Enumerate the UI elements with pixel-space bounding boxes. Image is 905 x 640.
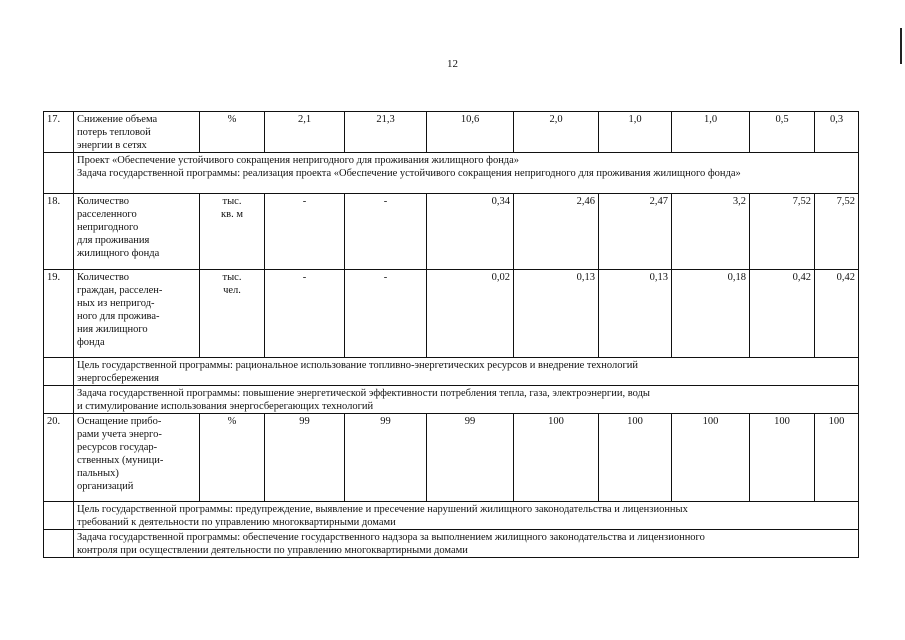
program-task: Задача государственной программы: повышение энергетической эффективности потребления тепла, газа, электроэнергии, воды и стимулирование использования энергосберегающих технологий	[74, 386, 859, 414]
table-row	[44, 270, 859, 358]
row-number	[44, 153, 74, 194]
row-number	[44, 502, 74, 530]
table-row	[44, 194, 859, 270]
value-cell: 7,52	[750, 194, 815, 270]
value-cell: 21,3	[345, 112, 427, 153]
value-cell: 1,0	[672, 112, 750, 153]
row-number: 20.	[44, 414, 74, 502]
value-cell: 100	[750, 414, 815, 502]
value-cell: 99	[265, 414, 345, 502]
value-cell: 10,6	[427, 112, 514, 153]
value-cell: -	[345, 194, 427, 270]
value-cell: 0,02	[427, 270, 514, 358]
page-number: 12	[447, 58, 458, 70]
value-cell: 3,2	[672, 194, 750, 270]
value-cell: 0,18	[672, 270, 750, 358]
value-cell: -	[265, 270, 345, 358]
table-row	[44, 112, 859, 153]
program-goal: Цель государственной программы: предупреждение, выявление и пресечение нарушений жилищного законодательства и лицензионных требований к деятельности по управлению многоквартирными домами	[74, 502, 859, 530]
program-task: Задача государственной программы: обеспечение государственного надзора за выполнением жилищного законодательства и лицензионного контроля при осуществлении деятельности по управлению многоквартирными домами	[74, 530, 859, 558]
unit-cell: тыс. кв. м	[200, 194, 265, 270]
unit-cell: тыс. чел.	[200, 270, 265, 358]
row-number	[44, 358, 74, 386]
value-cell: 2,0	[514, 112, 599, 153]
table-row	[44, 414, 859, 502]
value-cell: -	[265, 194, 345, 270]
value-cell: 2,47	[599, 194, 672, 270]
indicator-name: Количество расселенного непригодного для проживания жилищного фонда	[74, 194, 200, 270]
table-row	[44, 153, 859, 194]
row-number	[44, 530, 74, 558]
indicators-table	[43, 111, 859, 558]
value-cell: 2,1	[265, 112, 345, 153]
value-cell: 1,0	[599, 112, 672, 153]
table-row	[44, 386, 859, 414]
value-cell: 0,3	[815, 112, 859, 153]
row-number	[44, 386, 74, 414]
indicator-name: Оснащение прибо- рами учета энерго- ресурсов государ- ственных (муници- пальных) организаций	[74, 414, 200, 502]
table-row	[44, 530, 859, 558]
indicator-name: Снижение объема потерь тепловой энергии в сетях	[74, 112, 200, 153]
row-number: 17.	[44, 112, 74, 153]
value-cell: 0,13	[514, 270, 599, 358]
value-cell: 100	[672, 414, 750, 502]
row-number: 18.	[44, 194, 74, 270]
value-cell: 99	[427, 414, 514, 502]
value-cell: 0,5	[750, 112, 815, 153]
value-cell: 100	[815, 414, 859, 502]
indicator-name: Количество граждан, расселен- ных из непригод- ного для прожива- ния жилищного фонда	[74, 270, 200, 358]
table-row	[44, 358, 859, 386]
value-cell: 99	[345, 414, 427, 502]
value-cell: 0,42	[750, 270, 815, 358]
value-cell: 0,13	[599, 270, 672, 358]
value-cell: 2,46	[514, 194, 599, 270]
value-cell: 100	[514, 414, 599, 502]
program-goal: Цель государственной программы: рациональное использование топливно-энергетических ресурсов и внедрение технологий энергосбережения	[74, 358, 859, 386]
unit-cell: %	[200, 414, 265, 502]
value-cell: 100	[599, 414, 672, 502]
unit-cell: %	[200, 112, 265, 153]
table-row	[44, 502, 859, 530]
project-heading: Проект «Обеспечение устойчивого сокращения непригодного для проживания жилищного фонда» Задача государственной программы: реализация проекта «Обеспечение устойчивого сокращения непригодного для проживания жилищного фонда»	[74, 153, 859, 194]
value-cell: 0,34	[427, 194, 514, 270]
row-number: 19.	[44, 270, 74, 358]
value-cell: 7,52	[815, 194, 859, 270]
value-cell: -	[345, 270, 427, 358]
value-cell: 0,42	[815, 270, 859, 358]
